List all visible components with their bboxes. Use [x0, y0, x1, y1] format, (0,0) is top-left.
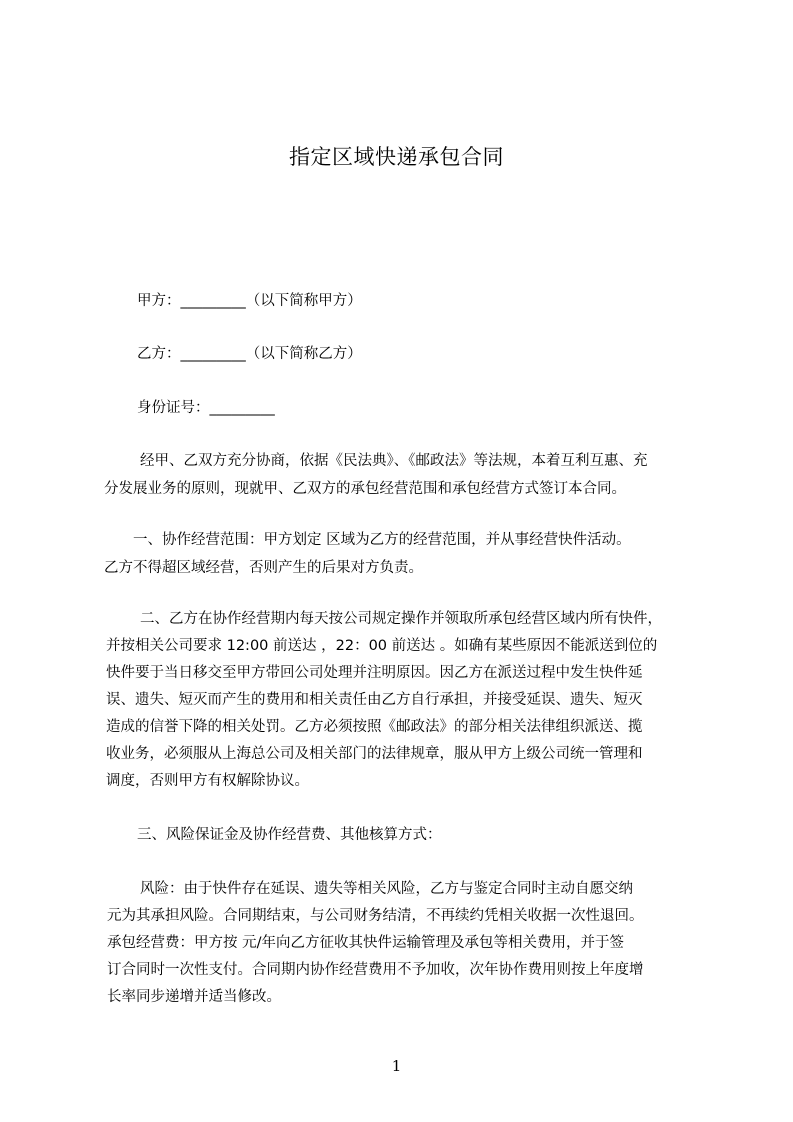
party-b-line: 乙方：_________（以下简称乙方）	[137, 346, 362, 362]
clause-3-line: 长率同步递增并适当修改。	[107, 989, 281, 1005]
id-number-line: 身份证号：_________	[137, 400, 275, 416]
clause-3-line: 订合同时一次性支付。合同期内协作经营费用不予加收，次年协作费用则按上年度增	[107, 962, 644, 978]
clause-2-line: 二、乙方在协作经营期内每天按公司规定操作并领取所承包经营区域内所有快件，	[140, 611, 662, 627]
clause-2-line: 并按相关公司要求 12:00 前送达 ，22：00 前送达 。如确有某些原因不能派送到位的	[106, 638, 658, 654]
clause-2-line: 调度，否则甲方有权解除协议。	[106, 773, 309, 789]
preamble-line: 分发展业务的原则，现就甲、乙双方的承包经营范围和承包经营方式签订本合同。	[104, 481, 626, 497]
clause-3-line: 元为其承担风险。合同期结束，与公司财务结清，不再续约凭相关收据一次性退回。	[107, 908, 644, 924]
clause-2-line: 误、遗失、短灭而产生的费用和相关责任由乙方自行承担，并接受延误、遗失、短灭	[106, 692, 643, 708]
clause-2-line: 快件要于当日移交至甲方带回公司处理并注明原因。因乙方在派送过程中发生快件延	[106, 665, 643, 681]
clause-1-line: 一、协作经营范围：甲方划定 区域为乙方的经营范围，并从事经营快件活动。	[133, 532, 631, 548]
preamble-line: 经甲、乙双方充分协商，依据《民法典》、《邮政法》等法规，本着互利互惠、充	[140, 453, 648, 469]
clause-3-heading: 三、风险保证金及协作经营费、其他核算方式：	[137, 827, 442, 843]
clause-2-line: 收业务，必须服从上海总公司及相关部门的法律规章，服从甲方上级公司统一管理和	[106, 746, 643, 762]
clause-2-line: 造成的信誉下降的相关处罚。乙方必须按照《邮政法》的部分相关法律组织派送、揽	[106, 719, 643, 735]
clause-1-line: 乙方不得超区域经营，否则产生的后果对方负责。	[104, 560, 423, 576]
document-title: 指定区域快递承包合同	[289, 145, 504, 169]
page-number: 1	[391, 1057, 402, 1075]
clause-3-line: 风险：由于快件存在延误、遗失等相关风险，乙方与鉴定合同时主动自愿交纳	[140, 881, 633, 897]
clause-3-line: 承包经营费：甲方按 元/年向乙方征收其快件运输管理及承包等相关费用，并于签	[107, 935, 624, 951]
party-a-line: 甲方：_________（以下简称甲方）	[137, 293, 362, 309]
